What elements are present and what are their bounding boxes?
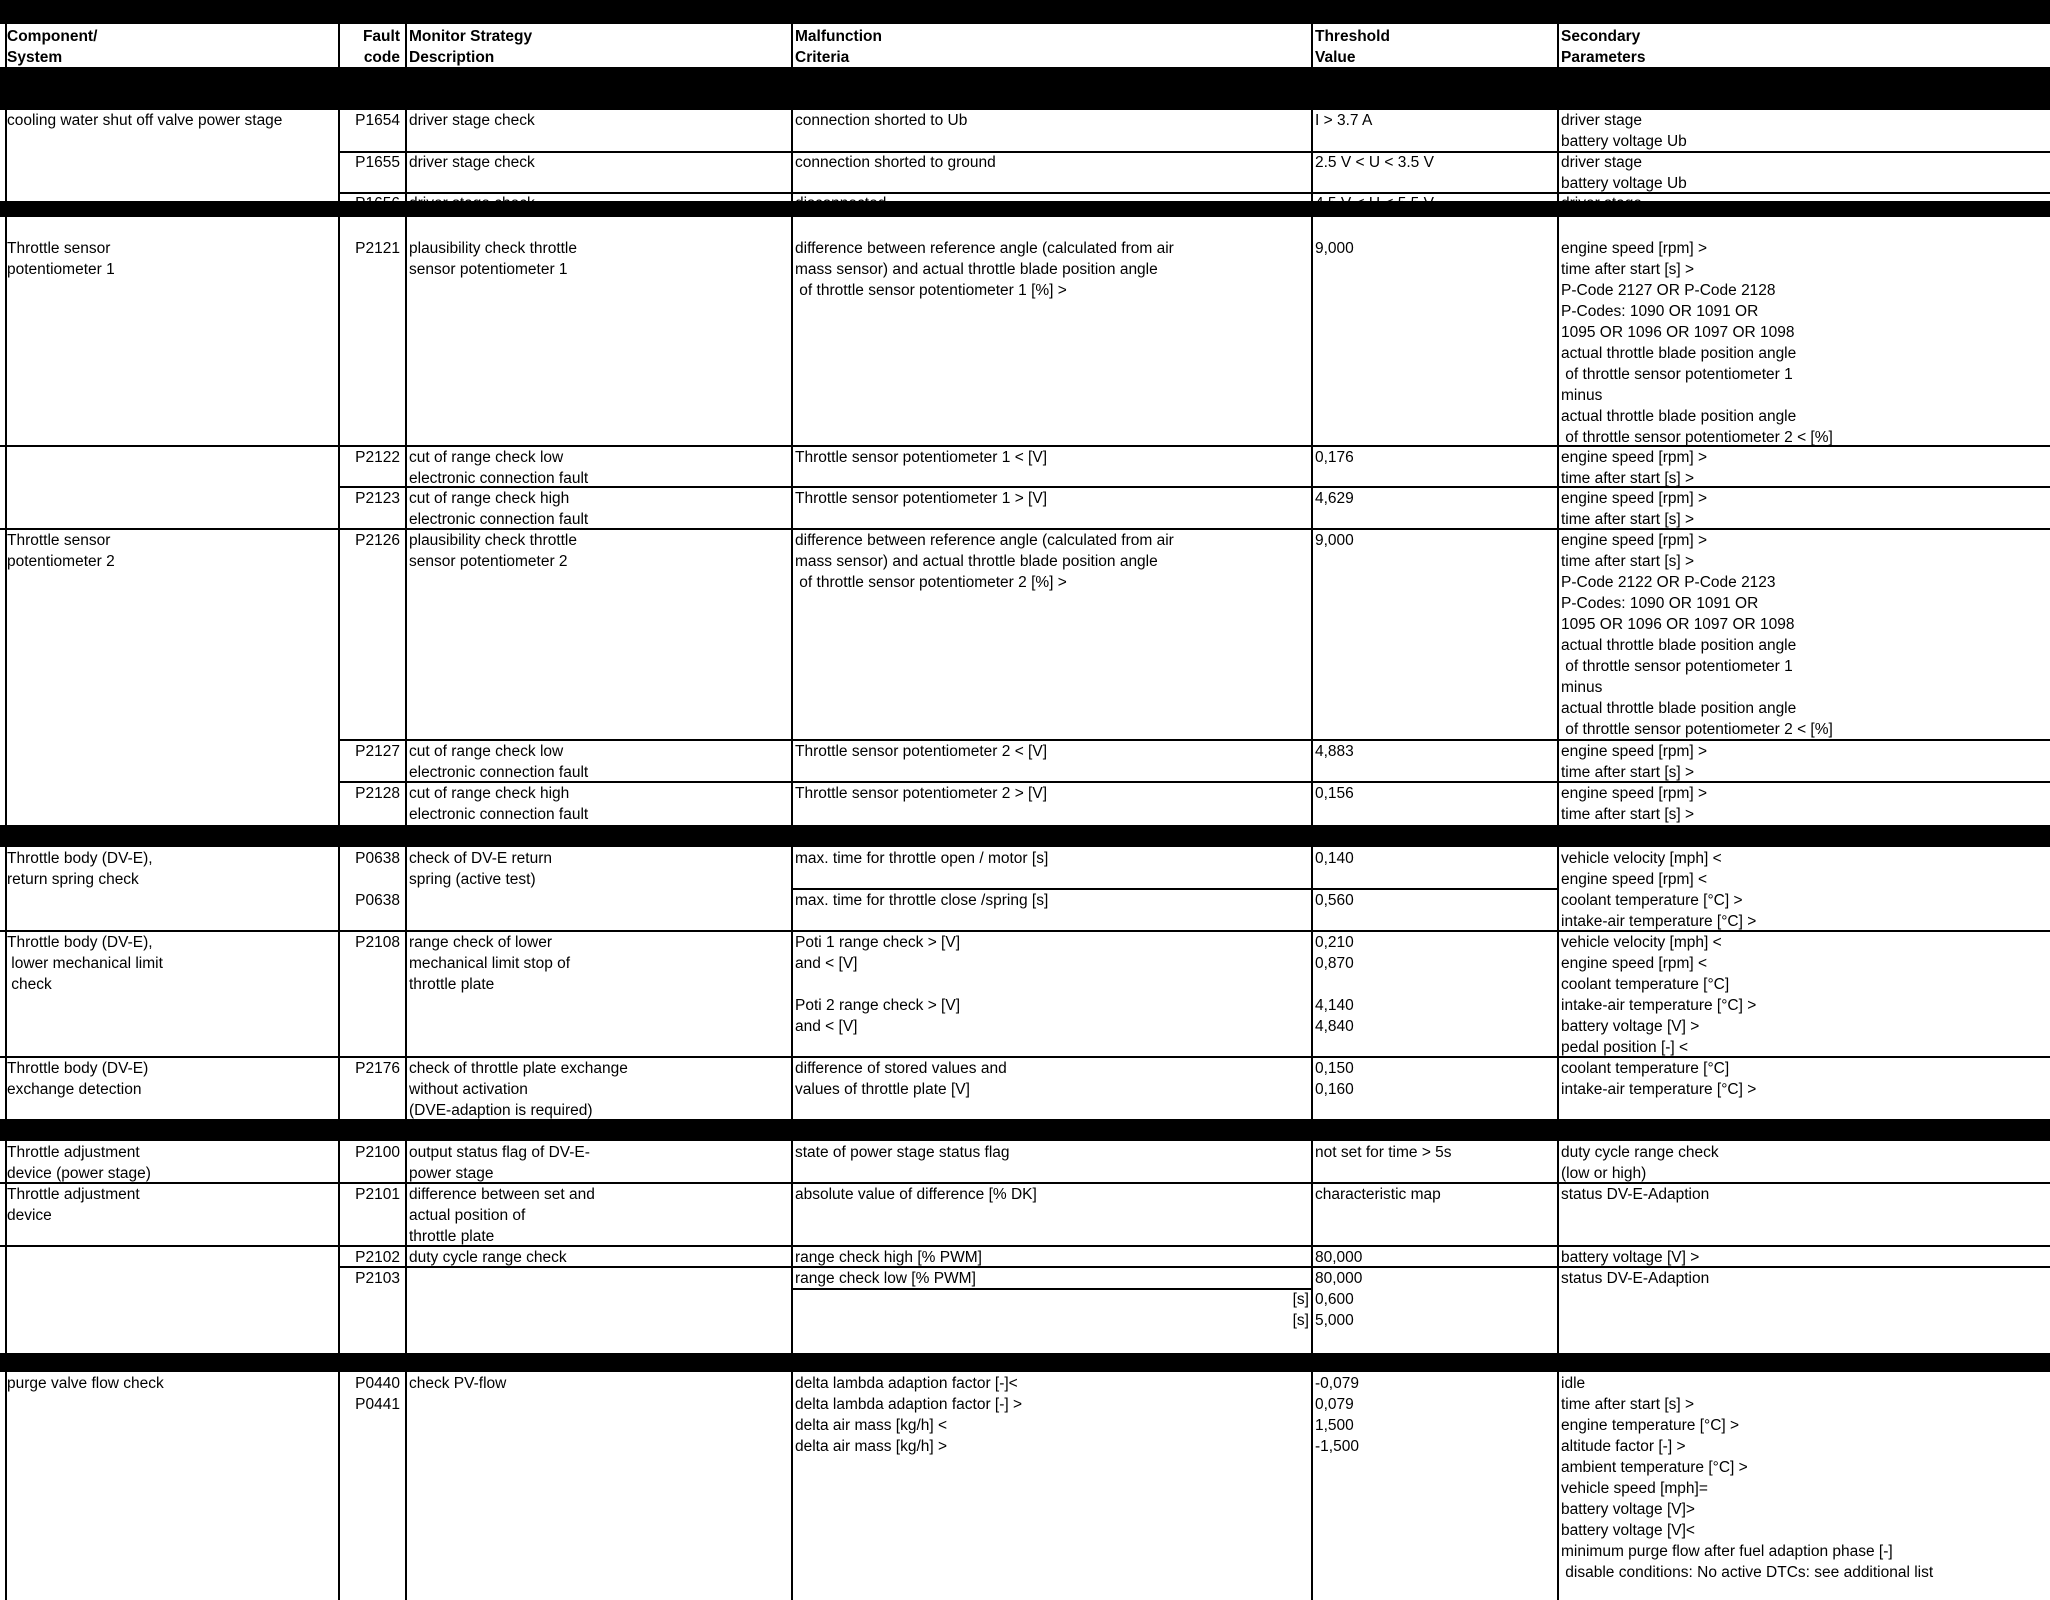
monitor-description: cut of range check high — [409, 490, 570, 507]
row-divider — [0, 1056, 2050, 1058]
malfunction-criteria: Throttle sensor potentiometer 1 > [V] — [795, 490, 1048, 507]
secondary-parameter: coolant temperature [°C] — [1561, 976, 1730, 993]
fault-code: P2101 — [355, 1186, 400, 1203]
threshold-value: 0,079 — [1315, 1396, 1354, 1413]
secondary-parameter: P-Code 2127 OR P-Code 2128 — [1561, 282, 1776, 299]
fault-code: P2123 — [355, 490, 400, 507]
secondary-parameter: ambient temperature [°C] > — [1561, 1459, 1748, 1476]
secondary-parameter: coolant temperature [°C] > — [1561, 892, 1743, 909]
secondary-parameter: time after start [s] > — [1561, 553, 1695, 570]
threshold-value: I > 3.7 A — [1315, 112, 1373, 129]
monitor-description: (DVE-adaption is required) — [409, 1102, 593, 1119]
malfunction-criteria: state of power stage status flag — [795, 1144, 1010, 1161]
component-name: cooling water shut off valve power stage — [7, 112, 283, 129]
header-malfunction-criteria: Criteria — [795, 49, 850, 66]
section-separator-band — [0, 67, 2050, 110]
fault-code: P0638 — [355, 850, 400, 867]
row-divider — [338, 486, 2050, 488]
component-name: return spring check — [7, 871, 139, 888]
secondary-parameter: pedal position [-] < — [1561, 1039, 1689, 1056]
secondary-parameter: engine temperature [°C] > — [1561, 1417, 1740, 1434]
monitor-description: duty cycle range check — [409, 1249, 567, 1266]
secondary-parameter: engine speed [rpm] < — [1561, 955, 1708, 972]
secondary-parameter: intake-air temperature [°C] > — [1561, 1081, 1757, 1098]
secondary-parameter: coolant temperature [°C] — [1561, 1060, 1730, 1077]
secondary-parameter: driver stage — [1561, 154, 1642, 171]
component-name: exchange detection — [7, 1081, 142, 1098]
malfunction-criteria: Throttle sensor potentiometer 2 < [V] — [795, 743, 1048, 760]
threshold-value: 0,870 — [1315, 955, 1354, 972]
malfunction-criteria: Poti 2 range check > [V] — [795, 997, 960, 1014]
monitor-description: actual position of — [409, 1207, 526, 1224]
malfunction-criteria: max. time for throttle open / motor [s] — [795, 850, 1049, 867]
fault-code: P2128 — [355, 785, 400, 802]
monitor-description: output status flag of DV-E- — [409, 1144, 590, 1161]
secondary-parameter: disable conditions: No active DTCs: see additional list — [1561, 1564, 1934, 1581]
monitor-description: electronic connection fault — [409, 764, 589, 781]
component-name: Throttle sensor — [7, 532, 111, 549]
malfunction-criteria: absolute value of difference [% DK] — [795, 1186, 1037, 1203]
monitor-description: plausibility check throttle — [409, 240, 577, 257]
component-name: potentiometer 1 — [7, 261, 115, 278]
malfunction-criteria: Poti 1 range check > [V] — [795, 934, 960, 951]
malfunction-criteria: delta air mass [kg/h] < — [795, 1417, 948, 1434]
component-name: Throttle body (DV-E) — [7, 1060, 149, 1077]
secondary-parameter: status DV-E-Adaption — [1561, 1186, 1710, 1203]
monitor-description: power stage — [409, 1165, 494, 1182]
monitor-description: electronic connection fault — [409, 511, 589, 528]
malfunction-criteria: max. time for throttle close /spring [s] — [795, 892, 1049, 909]
threshold-value: 0,176 — [1315, 449, 1354, 466]
threshold-value: 0,156 — [1315, 785, 1354, 802]
header-monitor-strategy: Description — [409, 49, 495, 66]
secondary-parameter: battery voltage Ub — [1561, 175, 1687, 192]
header-component-system: Component/ — [7, 28, 98, 45]
secondary-parameter: P-Codes: 1090 OR 1091 OR — [1561, 303, 1759, 320]
monitor-description: check of DV-E return — [409, 850, 553, 867]
secondary-parameter: battery voltage Ub — [1561, 133, 1687, 150]
component-name: Throttle body (DV-E), — [7, 850, 153, 867]
malfunction-criteria: Throttle sensor potentiometer 2 > [V] — [795, 785, 1048, 802]
fault-code: P0440 — [355, 1375, 400, 1392]
secondary-parameter: battery voltage [V] > — [1561, 1249, 1700, 1266]
secondary-parameter: engine speed [rpm] > — [1561, 490, 1708, 507]
secondary-parameter: actual throttle blade position angle — [1561, 637, 1797, 654]
fault-code: P2126 — [355, 532, 400, 549]
monitor-description: sensor potentiometer 2 — [409, 553, 568, 570]
threshold-value: -0,079 — [1315, 1375, 1359, 1392]
component-name: Throttle sensor — [7, 240, 111, 257]
threshold-value: 0,150 — [1315, 1060, 1354, 1077]
monitor-description: driver stage check — [409, 112, 535, 129]
secondary-parameter: idle — [1561, 1375, 1586, 1392]
secondary-parameter: engine speed [rpm] > — [1561, 449, 1708, 466]
monitor-description: difference between set and — [409, 1186, 595, 1203]
malfunction-criteria: connection shorted to Ub — [795, 112, 968, 129]
secondary-parameter: altitude factor [-] > — [1561, 1438, 1686, 1455]
secondary-parameter: engine speed [rpm] < — [1561, 871, 1708, 888]
secondary-parameter: driver stage — [1561, 195, 1642, 212]
component-name: Throttle adjustment — [7, 1186, 140, 1203]
secondary-parameter: status DV-E-Adaption — [1561, 1270, 1710, 1287]
secondary-parameter: engine speed [rpm] > — [1561, 532, 1708, 549]
monitor-description: check of throttle plate exchange — [409, 1060, 628, 1077]
secondary-parameter: battery voltage [V] > — [1561, 1018, 1700, 1035]
malfunction-criteria: range check high [% PWM] — [795, 1249, 982, 1266]
row-divider — [0, 1245, 2050, 1247]
threshold-value: 4,840 — [1315, 1018, 1354, 1035]
threshold-value: not set for time > 5s — [1315, 1144, 1452, 1161]
secondary-parameter: driver stage — [1561, 112, 1642, 129]
malfunction-criteria: mass sensor) and actual throttle blade position angle — [795, 553, 1158, 570]
secondary-parameter: time after start [s] > — [1561, 470, 1695, 487]
threshold-value: -1,500 — [1315, 1438, 1359, 1455]
header-threshold-value: Threshold — [1315, 28, 1390, 45]
secondary-parameter: time after start [s] > — [1561, 1396, 1695, 1413]
threshold-value: 0,140 — [1315, 850, 1354, 867]
threshold-value: 0,600 — [1315, 1291, 1354, 1308]
monitor-description: plausibility check throttle — [409, 532, 577, 549]
row-divider — [338, 1266, 2050, 1268]
secondary-parameter: P-Codes: 1090 OR 1091 OR — [1561, 595, 1759, 612]
threshold-unit: [s] — [1292, 1291, 1309, 1308]
section-separator-band — [0, 1353, 2050, 1372]
monitor-description: mechanical limit stop of — [409, 955, 571, 972]
monitor-description: spring (active test) — [409, 871, 536, 888]
component-name: potentiometer 2 — [7, 553, 115, 570]
monitor-description: driver stage check — [409, 154, 535, 171]
malfunction-criteria: Throttle sensor potentiometer 1 < [V] — [795, 449, 1048, 466]
threshold-value: 0,560 — [1315, 892, 1354, 909]
secondary-parameter: battery voltage [V]> — [1561, 1501, 1695, 1518]
malfunction-criteria: range check low [% PWM] — [795, 1270, 976, 1287]
fault-code: P2103 — [355, 1270, 400, 1287]
secondary-parameter: minus — [1561, 679, 1603, 696]
secondary-parameter: time after start [s] > — [1561, 261, 1695, 278]
component-name: purge valve flow check — [7, 1375, 164, 1392]
fault-code: P1656 — [355, 195, 400, 212]
secondary-parameter: time after start [s] > — [1561, 511, 1695, 528]
threshold-unit: [s] — [1292, 1312, 1309, 1329]
monitor-description: without activation — [409, 1081, 528, 1098]
secondary-parameter: minimum purge flow after fuel adaption phase [-] — [1561, 1543, 1893, 1560]
malfunction-criteria: delta air mass [kg/h] > — [795, 1438, 948, 1455]
malfunction-criteria: difference between reference angle (calculated from air — [795, 240, 1174, 257]
threshold-value: 5,000 — [1315, 1312, 1354, 1329]
threshold-value: 4.5 V < U < 5.5 V — [1315, 195, 1434, 212]
row-divider — [338, 151, 2050, 153]
monitor-description: throttle plate — [409, 1228, 495, 1245]
monitor-description: throttle plate — [409, 976, 495, 993]
fault-code: P2102 — [355, 1249, 400, 1266]
secondary-parameter: vehicle velocity [mph] < — [1561, 934, 1722, 951]
monitor-description: range check of lower — [409, 934, 553, 951]
header-component-system: System — [7, 49, 63, 66]
monitor-description: cut of range check low — [409, 449, 564, 466]
malfunction-criteria: and < [V] — [795, 955, 858, 972]
threshold-value: 9,000 — [1315, 240, 1354, 257]
row-divider — [338, 781, 2050, 783]
secondary-parameter: duty cycle range check — [1561, 1144, 1719, 1161]
secondary-parameter: time after start [s] > — [1561, 764, 1695, 781]
secondary-parameter: of throttle sensor potentiometer 2 < [%] — [1561, 721, 1833, 738]
secondary-parameter: actual throttle blade position angle — [1561, 408, 1797, 425]
threshold-value: 0,210 — [1315, 934, 1354, 951]
secondary-parameter: time after start [s] > — [1561, 806, 1695, 823]
secondary-parameter: actual throttle blade position angle — [1561, 345, 1797, 362]
malfunction-criteria: of throttle sensor potentiometer 2 [%] > — [795, 574, 1067, 591]
component-name: lower mechanical limit — [7, 955, 163, 972]
fault-code: P2176 — [355, 1060, 400, 1077]
malfunction-criteria: values of throttle plate [V] — [795, 1081, 970, 1098]
fault-code: P2100 — [355, 1144, 400, 1161]
threshold-value: 4,629 — [1315, 490, 1354, 507]
malfunction-criteria: and < [V] — [795, 1018, 858, 1035]
secondary-parameter: of throttle sensor potentiometer 2 < [%] — [1561, 429, 1833, 446]
secondary-parameter: of throttle sensor potentiometer 1 — [1561, 366, 1793, 383]
component-name: device — [7, 1207, 52, 1224]
threshold-value: 2.5 V < U < 3.5 V — [1315, 154, 1434, 171]
header-secondary-parameters: Parameters — [1561, 49, 1646, 66]
secondary-parameter: engine speed [rpm] > — [1561, 743, 1708, 760]
fault-code: P1654 — [355, 112, 400, 129]
header-secondary-parameters: Secondary — [1561, 28, 1641, 45]
secondary-parameter: 1095 OR 1096 OR 1097 OR 1098 — [1561, 616, 1795, 633]
header-fault-code: code — [363, 49, 400, 66]
section-separator-band — [0, 825, 2050, 847]
fault-code: P2121 — [355, 240, 400, 257]
section-separator-band — [0, 1119, 2050, 1141]
threshold-value: 0,160 — [1315, 1081, 1354, 1098]
secondary-parameter: vehicle speed [mph]= — [1561, 1480, 1708, 1497]
threshold-value: 4,140 — [1315, 997, 1354, 1014]
malfunction-criteria: delta lambda adaption factor [-] > — [795, 1396, 1023, 1413]
header-fault-code: Fault — [362, 28, 400, 45]
fault-code: P0638 — [355, 892, 400, 909]
malfunction-criteria: connection shorted to ground — [795, 154, 996, 171]
fault-code: P1655 — [355, 154, 400, 171]
threshold-value: 80,000 — [1315, 1249, 1363, 1266]
threshold-value: 9,000 — [1315, 532, 1354, 549]
fault-code: P2108 — [355, 934, 400, 951]
fault-code: P2122 — [355, 449, 400, 466]
threshold-value: 80,000 — [1315, 1270, 1363, 1287]
monitor-description: driver stage check — [409, 195, 535, 212]
top-border-bar — [0, 0, 2050, 24]
malfunction-criteria: difference between reference angle (calculated from air — [795, 532, 1174, 549]
secondary-parameter: intake-air temperature [°C] > — [1561, 997, 1757, 1014]
secondary-parameter: of throttle sensor potentiometer 1 — [1561, 658, 1793, 675]
fault-code: P0441 — [355, 1396, 400, 1413]
row-divider — [338, 192, 2050, 194]
threshold-value: characteristic map — [1315, 1186, 1441, 1203]
monitor-description: cut of range check low — [409, 743, 564, 760]
header-monitor-strategy: Monitor Strategy — [409, 28, 533, 45]
secondary-parameter: battery voltage [V]< — [1561, 1522, 1695, 1539]
malfunction-criteria: mass sensor) and actual throttle blade position angle — [795, 261, 1158, 278]
component-name: Throttle body (DV-E), — [7, 934, 153, 951]
component-name: check — [7, 976, 52, 993]
threshold-value: 1,500 — [1315, 1417, 1354, 1434]
header-malfunction-criteria: Malfunction — [795, 28, 882, 45]
secondary-parameter: minus — [1561, 387, 1603, 404]
secondary-parameter: intake-air temperature [°C] > — [1561, 913, 1757, 930]
secondary-parameter: 1095 OR 1096 OR 1097 OR 1098 — [1561, 324, 1795, 341]
monitor-description: electronic connection fault — [409, 470, 589, 487]
monitor-description: check PV-flow — [409, 1375, 507, 1392]
secondary-parameter: actual throttle blade position angle — [1561, 700, 1797, 717]
malfunction-criteria: difference of stored values and — [795, 1060, 1007, 1077]
monitor-description: electronic connection fault — [409, 806, 589, 823]
monitor-description: sensor potentiometer 1 — [409, 261, 568, 278]
component-name: device (power stage) — [7, 1165, 151, 1182]
secondary-parameter: vehicle velocity [mph] < — [1561, 850, 1722, 867]
component-name: Throttle adjustment — [7, 1144, 140, 1161]
header-threshold-value: Value — [1315, 49, 1356, 66]
secondary-parameter: engine speed [rpm] > — [1561, 785, 1708, 802]
fault-code: P2127 — [355, 743, 400, 760]
monitor-description: cut of range check high — [409, 785, 570, 802]
section-separator-band — [0, 201, 2050, 217]
secondary-parameter: engine speed [rpm] > — [1561, 240, 1708, 257]
malfunction-criteria: of throttle sensor potentiometer 1 [%] > — [795, 282, 1067, 299]
secondary-parameter: P-Code 2122 OR P-Code 2123 — [1561, 574, 1776, 591]
secondary-parameter: (low or high) — [1561, 1165, 1647, 1182]
malfunction-criteria: delta lambda adaption factor [-]< — [795, 1375, 1018, 1392]
threshold-value: 4,883 — [1315, 743, 1354, 760]
malfunction-criteria: disconnected — [795, 195, 887, 212]
